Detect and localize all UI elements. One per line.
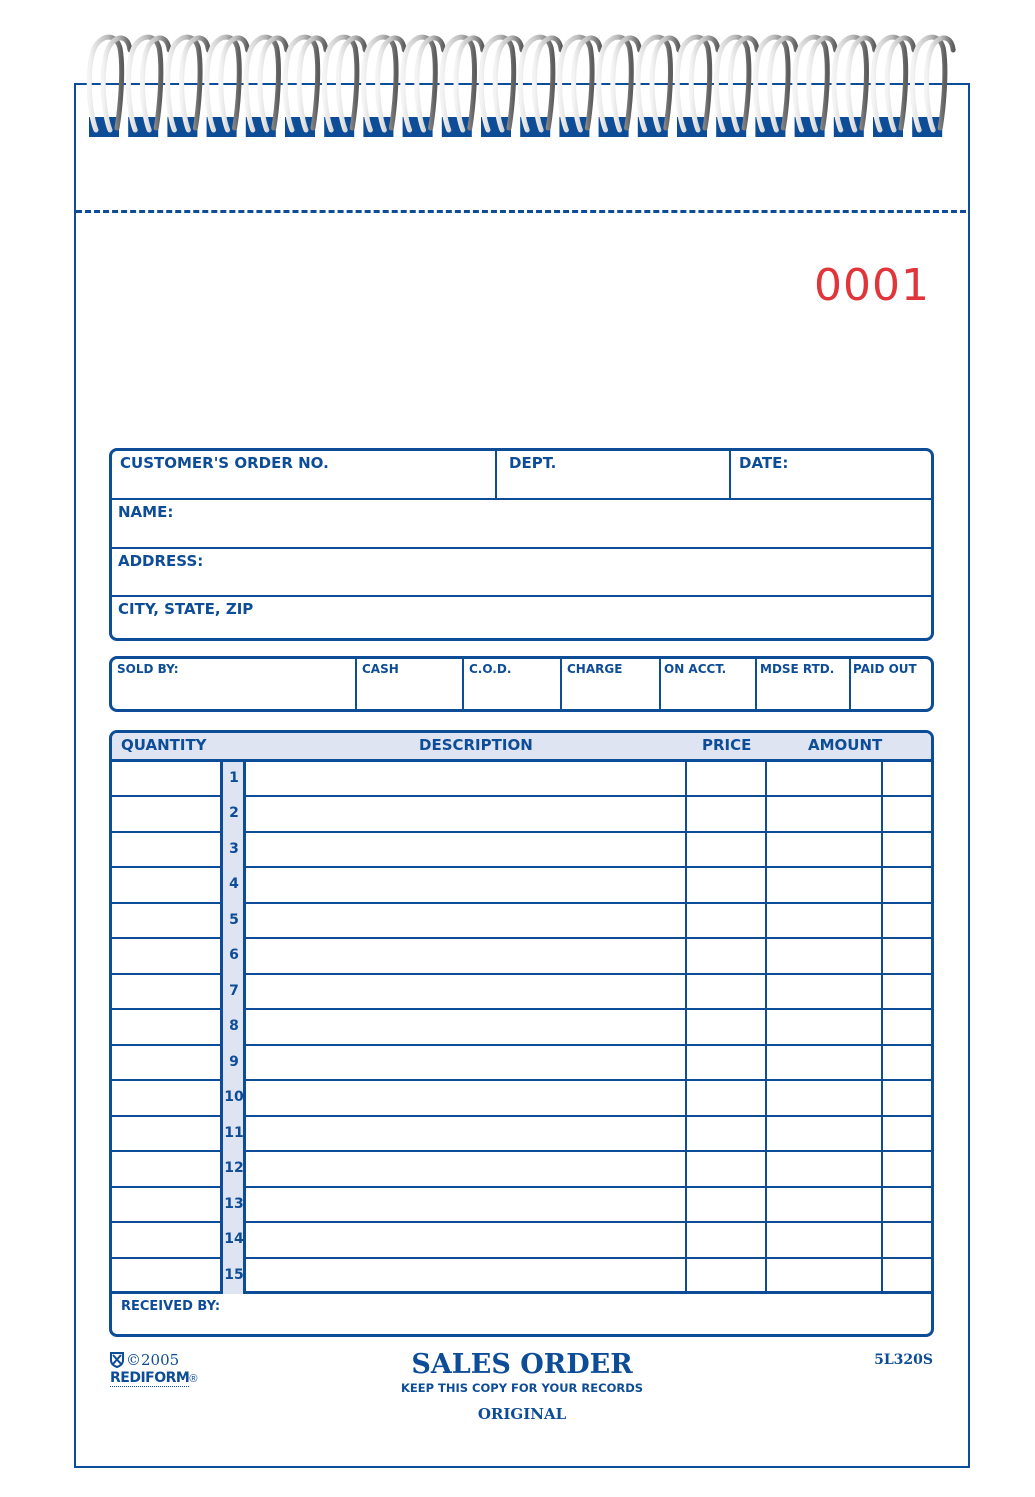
amount-header: AMOUNT bbox=[808, 736, 883, 754]
tear-perforation-line bbox=[76, 210, 966, 213]
payment-option-charge[interactable] bbox=[560, 659, 659, 709]
payment-option-cod[interactable] bbox=[462, 659, 560, 709]
line-number: 13 bbox=[224, 1195, 244, 1212]
line-number: 8 bbox=[229, 1018, 239, 1035]
form-subtitle: KEEP THIS COPY FOR YOUR RECORDS bbox=[400, 1381, 644, 1395]
copy-name: ORIGINAL bbox=[477, 1405, 567, 1423]
line-number: 7 bbox=[229, 982, 239, 999]
line-number: 5 bbox=[229, 911, 239, 928]
customer-order-no-field[interactable] bbox=[112, 451, 495, 498]
cash-label: CASH bbox=[362, 662, 399, 676]
order-row bbox=[112, 451, 931, 500]
form-title: SALES ORDER bbox=[411, 1349, 633, 1380]
dept-label: DEPT. bbox=[509, 454, 557, 472]
rediform-shield-icon bbox=[110, 1352, 124, 1368]
charge-label: CHARGE bbox=[567, 662, 623, 676]
line-number-column bbox=[220, 762, 246, 1294]
customer-order-no-label: CUSTOMER'S ORDER NO. bbox=[120, 454, 329, 472]
paid-out-label: PAID OUT bbox=[853, 662, 917, 676]
copyright-year: ©2005 bbox=[126, 1351, 180, 1369]
received-by-label: RECEIVED BY: bbox=[121, 1299, 221, 1314]
city-state-zip-field[interactable] bbox=[112, 597, 931, 638]
serial-number: 0001 bbox=[814, 260, 930, 311]
payment-option-mdse-returned[interactable] bbox=[755, 659, 849, 709]
line-number: 15 bbox=[224, 1266, 244, 1283]
line-items-table bbox=[109, 730, 934, 1337]
publisher-mark bbox=[110, 1351, 197, 1387]
dept-field[interactable] bbox=[495, 451, 729, 498]
sold-by-field[interactable] bbox=[112, 659, 355, 709]
date-field[interactable] bbox=[729, 451, 931, 498]
mdse-returned-label: MDSE RTD. bbox=[760, 662, 835, 676]
payment-option-cash[interactable] bbox=[355, 659, 462, 709]
price-column-divider bbox=[685, 762, 687, 1294]
brand-logo: REDIFORM bbox=[110, 1370, 190, 1386]
name-label: NAME: bbox=[118, 503, 174, 521]
form-title-block bbox=[322, 1349, 722, 1423]
address-label: ADDRESS: bbox=[118, 552, 204, 570]
amount-column-divider bbox=[765, 762, 767, 1294]
line-number: 3 bbox=[229, 840, 239, 857]
line-number: 1 bbox=[229, 770, 239, 786]
line-number: 6 bbox=[229, 947, 239, 964]
customer-info-box bbox=[109, 448, 934, 641]
received-by-field[interactable] bbox=[112, 1294, 931, 1334]
table-header bbox=[112, 733, 931, 762]
payment-option-paid-out[interactable] bbox=[849, 659, 931, 709]
line-number: 11 bbox=[224, 1124, 244, 1141]
cod-label: C.O.D. bbox=[469, 662, 512, 676]
date-label: DATE: bbox=[739, 454, 789, 472]
cents-column-divider bbox=[881, 762, 883, 1294]
payment-box bbox=[109, 656, 934, 712]
line-number: 9 bbox=[229, 1053, 239, 1070]
address-field[interactable] bbox=[112, 549, 931, 597]
registered-mark: ® bbox=[189, 1373, 198, 1385]
line-number: 4 bbox=[229, 876, 239, 893]
quantity-header: QUANTITY bbox=[121, 736, 207, 754]
sold-by-label: SOLD BY: bbox=[117, 662, 179, 676]
description-header: DESCRIPTION bbox=[419, 736, 533, 754]
line-number: 10 bbox=[224, 1089, 244, 1106]
form-code: 5L320S bbox=[874, 1352, 933, 1368]
price-header: PRICE bbox=[702, 736, 752, 754]
line-number: 12 bbox=[224, 1160, 244, 1177]
line-number: 14 bbox=[224, 1231, 244, 1248]
name-field[interactable] bbox=[112, 500, 931, 549]
copyright-line bbox=[110, 1351, 197, 1369]
line-number: 2 bbox=[229, 805, 239, 822]
payment-option-on-account[interactable] bbox=[659, 659, 755, 709]
spiral-binding-icon bbox=[0, 0, 1035, 140]
on-account-label: ON ACCT. bbox=[664, 662, 727, 676]
city-state-zip-label: CITY, STATE, ZIP bbox=[118, 600, 254, 618]
